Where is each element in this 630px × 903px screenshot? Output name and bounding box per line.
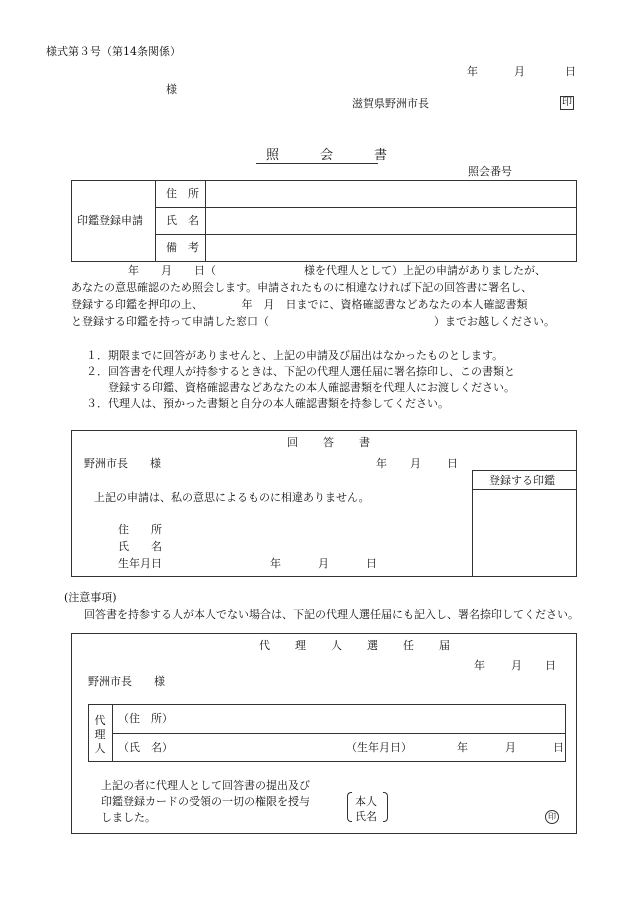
application-table [71, 180, 577, 262]
application-row-header: 印鑑登録申請 [77, 214, 143, 227]
reply-month: 月 [410, 457, 421, 470]
agent-year: 年 [474, 659, 485, 672]
table-divider [155, 180, 156, 262]
reply-dob-year: 年 [270, 557, 281, 570]
agent-month: 月 [511, 659, 522, 672]
agent-dob-day: 日 [553, 741, 564, 754]
agent-name-label: （氏 名） [118, 741, 173, 754]
table-divider [155, 207, 577, 208]
agent-addressee: 野洲市長 様 [88, 675, 165, 688]
reply-dob-label: 生年月日 [118, 557, 162, 570]
title-underline [256, 163, 378, 164]
principal-label-2: 氏名 [355, 810, 377, 823]
page-title: 照 会 書 [266, 148, 402, 163]
seal-box-divider [472, 470, 577, 471]
header-month: 月 [514, 65, 525, 78]
agent-title: 代 理 人 選 任 届 [259, 639, 457, 652]
reply-title: 回 答 書 [287, 436, 377, 449]
agent-day: 日 [545, 659, 556, 672]
registered-seal-area[interactable] [473, 490, 576, 576]
name-label: 氏 名 [166, 214, 199, 227]
table-divider [205, 180, 206, 262]
form-number: 様式第３号（第14条関係） [46, 45, 181, 58]
delegation-line: 上記の者に代理人として回答書の提出及び [101, 779, 310, 792]
note-item: 登録する印鑑、資格確認書などあなたの本人確認書類を代理人にお渡しください。 [86, 381, 515, 394]
delegation-line: 印鑑登録カードの受領の一切の権限を授与 [101, 795, 310, 808]
reply-name-label: 氏 名 [118, 540, 162, 553]
reply-address-label: 住 所 [118, 523, 162, 536]
reference-number-label: 照会番号 [468, 165, 512, 178]
header-day: 日 [565, 65, 576, 78]
reply-day: 日 [447, 457, 458, 470]
caution-title: (注意事項) [64, 591, 117, 604]
note-item: ３．代理人は、預かった書類と自分の本人確認書類を持参してください。 [86, 397, 449, 410]
reply-year: 年 [376, 457, 387, 470]
seal-box-label: 登録する印鑑 [489, 474, 555, 487]
body-line: と登録する印鑑を持って申請した窓口（ ）までお越しください。 [71, 315, 555, 328]
reply-statement: 上記の申請は、私の意思によるものに相違ありません。 [94, 491, 370, 504]
principal-bracket-right [383, 792, 388, 822]
agent-table-divider [112, 733, 566, 734]
reply-dob-month: 月 [318, 557, 329, 570]
body-line: 年 月 日（ 様を代理人として）上記の申請がありましたが、 [128, 264, 546, 277]
principal-bracket-left [347, 792, 352, 822]
address-label: 住 所 [166, 187, 199, 200]
reply-addressee: 野洲市長 様 [84, 457, 161, 470]
agent-dob-label: （生年月日） [346, 741, 412, 754]
body-line: 登録する印鑑を押印の上、 年 月 日までに、資格確認書などあなたの本人確認書類 [71, 298, 528, 311]
note-item: ２．回答書を代理人が持参するときは、下記の代理人選任届に署名捺印し、この書類と [86, 365, 515, 378]
principal-label-1: 本人 [355, 795, 377, 808]
delegation-line: しました。 [101, 811, 156, 824]
agent-side-label: 代理人 [94, 714, 106, 755]
agent-address-label: （住 所） [118, 712, 173, 725]
table-divider [155, 234, 577, 235]
remarks-label: 備 考 [166, 241, 199, 254]
body-line: あなたの意思確認のため照会します。申請されたものに相違なければ下記の回答書に署名し、 [71, 281, 533, 294]
reply-dob-day: 日 [366, 557, 377, 570]
issuer-seal: 印 [562, 97, 572, 108]
note-item: １．期限までに回答がありませんと、上記の申請及び届出はなかったものとします。 [86, 349, 504, 362]
caution-text: 回答書を持参する人が本人でない場合は、下記の代理人選任届にも記入し、署名捺印してください。 [84, 608, 579, 621]
addressee-suffix: 様 [166, 83, 177, 96]
issuer: 滋賀県野洲市長 [352, 97, 429, 110]
agent-dob-month: 月 [505, 741, 516, 754]
principal-seal[interactable]: 印 [545, 810, 559, 824]
agent-dob-year: 年 [457, 741, 468, 754]
header-year: 年 [467, 65, 478, 78]
